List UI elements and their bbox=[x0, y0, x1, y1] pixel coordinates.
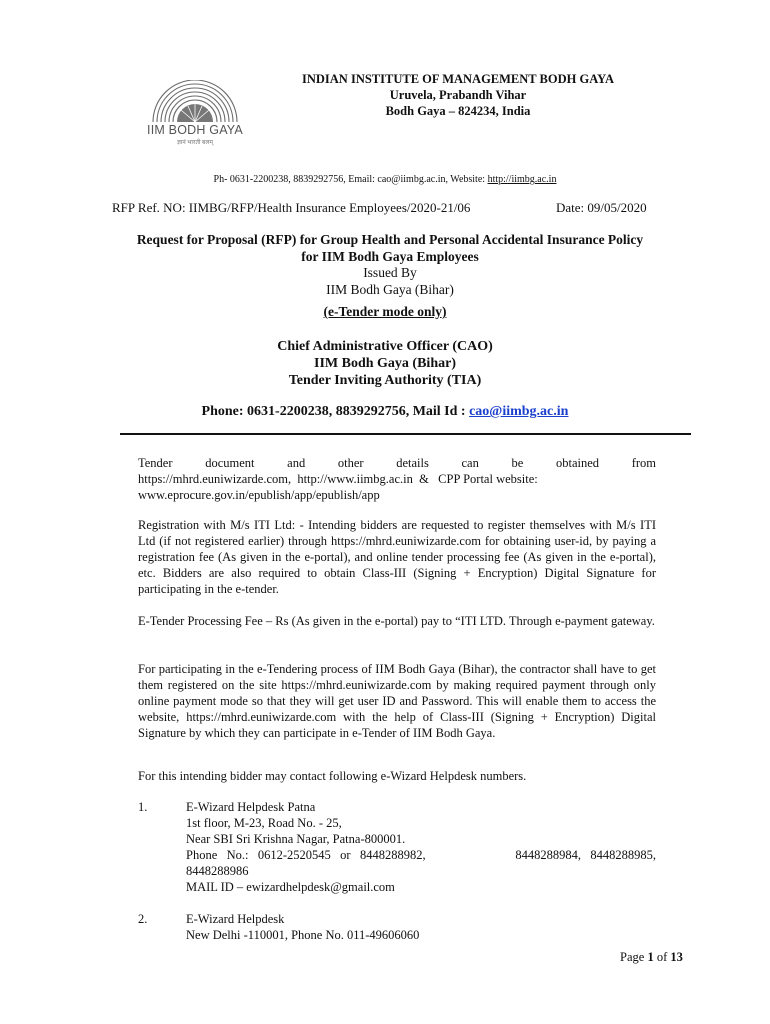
helpdesk-address: Near SBI Sri Krishna Nagar, Patna-800001. bbox=[186, 832, 406, 846]
authority-phone bbox=[0, 404, 770, 420]
word: document bbox=[205, 456, 255, 470]
rfp-reference: RFP Ref. NO: IIMBG/RFP/Health Insurance Employees/2020-21/06 bbox=[112, 200, 471, 215]
paragraph-line bbox=[138, 455, 656, 471]
email-link[interactable]: cao@iimbg.ac.in bbox=[469, 404, 569, 419]
helpdesk-details bbox=[186, 911, 656, 943]
contact-line bbox=[0, 174, 770, 185]
address-line-2: Bodh Gaya – 824234, India bbox=[385, 104, 531, 118]
institute-name: INDIAN INSTITUTE OF MANAGEMENT BODH GAYA bbox=[302, 72, 614, 86]
helpdesk-name: E-Wizard Helpdesk bbox=[186, 912, 285, 926]
helpdesk-address: 1st floor, M-23, Road No. - 25, bbox=[186, 816, 342, 830]
website-link[interactable]: http://iimbg.ac.in bbox=[487, 174, 557, 185]
helpdesk-mail: MAIL ID – ewizardhelpdesk@gmail.com bbox=[186, 880, 395, 894]
page-current: 1 bbox=[647, 950, 654, 964]
address-line-1: Uruvela, Prabandh Vihar bbox=[389, 88, 527, 102]
section-divider bbox=[120, 433, 691, 435]
helpdesk-name: E-Wizard Helpdesk Patna bbox=[186, 800, 316, 814]
authority-line-2: IIM Bodh Gaya (Bihar) bbox=[314, 356, 456, 371]
page-total: 13 bbox=[670, 950, 683, 964]
logo-arch-icon bbox=[136, 80, 254, 124]
title-line-1: Request for Proposal (RFP) for Group Health and Personal Accidental Insurance Policy bbox=[136, 232, 644, 247]
helpdesk-details bbox=[186, 799, 656, 895]
authority-line-3: Tender Inviting Authority (TIA) bbox=[288, 373, 482, 388]
authority-line-1: Chief Administrative Officer (CAO) bbox=[277, 339, 493, 354]
word: and bbox=[287, 456, 306, 470]
tender-mode: (e-Tender mode only) bbox=[323, 304, 447, 319]
phone-part: 8448288984, 8448288985, bbox=[515, 848, 656, 862]
paragraph-helpdesk-intro: For this intending bidder may contact following e-Wizard Helpdesk numbers. bbox=[138, 769, 527, 783]
paragraph-tender-docs bbox=[138, 455, 656, 503]
phone-text: Phone: 0631-2200238, 8839292756, Mail Id : bbox=[201, 404, 470, 419]
word: Tender bbox=[138, 456, 173, 470]
institute-header bbox=[268, 71, 648, 119]
institute-logo bbox=[136, 80, 254, 150]
contact-details: Ph- 0631-2200238, 8839292756, Email: cao@iimbg.ac.in, Website: bbox=[213, 174, 488, 185]
helpdesk-phone bbox=[186, 847, 656, 863]
list-number: 1. bbox=[138, 800, 148, 814]
paragraph-line: www.eprocure.gov.in/epublish/app/epublish/app bbox=[138, 488, 380, 502]
issued-by-label: Issued By bbox=[363, 265, 417, 280]
logo-wordmark: IIM BODH GAYA bbox=[147, 123, 243, 137]
document-title bbox=[90, 232, 690, 298]
word: from bbox=[631, 456, 656, 470]
paragraph-line: https://mhrd.euniwizarde.com, http://www.iimbg.ac.in & CPP Portal website: bbox=[138, 472, 538, 486]
logo-tagline: ज्ञानं भारती बलम् bbox=[176, 140, 213, 146]
page-word: Page bbox=[620, 950, 645, 964]
list-number: 2. bbox=[138, 912, 148, 926]
page-of: of bbox=[656, 950, 668, 964]
issuer-name: IIM Bodh Gaya (Bihar) bbox=[326, 281, 454, 297]
word: details bbox=[396, 456, 429, 470]
tender-authority bbox=[0, 338, 770, 389]
helpdesk-address: New Delhi -110001, Phone No. 011-49606060 bbox=[186, 928, 420, 942]
word: be bbox=[511, 456, 524, 470]
word: can bbox=[461, 456, 479, 470]
word: other bbox=[337, 456, 364, 470]
paragraph-processing-fee: E-Tender Processing Fee – Rs (As given in the e-portal) pay to “ITI LTD. Through e-payment gateway. bbox=[138, 614, 655, 628]
word: obtained bbox=[555, 456, 600, 470]
page-number bbox=[620, 950, 683, 965]
title-line-2: for IIM Bodh Gaya Employees bbox=[301, 248, 479, 264]
paragraph-registration: Registration with M/s ITI Ltd: - Intending bidders are requested to register themselves with M/s ITI Ltd (if not registered earlier) through https://mhrd.euniwizarde.com for obtaining user-id, by paying a registration fee (As given in the e-portal), and online tender processing fee (As given in the e-portal), etc. Bidders are also required to obtain Class-III (Signing + Encryption) Digital Signature for participating in the e-tender. bbox=[138, 518, 656, 596]
phone-part: 8448288986 bbox=[186, 864, 249, 878]
phone-part: Phone No.: 0612-2520545 or 8448288982, bbox=[186, 848, 426, 862]
paragraph-participation: For participating in the e-Tendering process of IIM Bodh Gaya (Bihar), the contractor shall have to get them registered on the site https://mhrd.euniwizarde.com by making required payment through only online payment mode so that they will get user ID and Password. This will enable them to access the website, https://mhrd.euniwizarde.com with the help of Class-III (Signing + Encryption) Digital Signature by which they can participate in e-Tender of IIM Bodh Gaya. bbox=[138, 662, 656, 740]
rfp-date: Date: 09/05/2020 bbox=[556, 200, 647, 215]
